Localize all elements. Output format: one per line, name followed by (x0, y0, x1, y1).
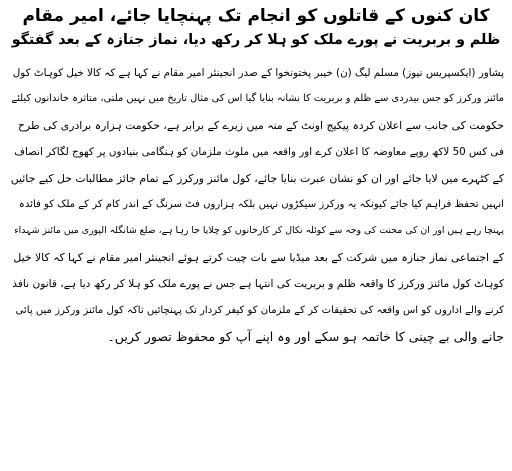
headline-spacer (0, 52, 512, 60)
body-line: کے کٹہرے میں لایا جائے اور ان کو نشان عبرت بنایا جائے، کول مائنز ورکرز کے تمام جائز مطالبات حل کیے جائیں (10, 171, 504, 185)
body-line: مائنز ورکرز کو جس بیدردی سے ظلم و بربریت کا نشانہ بنایا گیا اس کی مثال تاریخ میں نہیں ملتی، متاثرہ خاندانوں کیلئے (11, 93, 504, 105)
article-body (0, 60, 512, 350)
body-line: جانے والی بے چینی کا خاتمہ ہو سکے اور وہ اپنے آپ کو محفوظ تصور کریں۔ (107, 329, 504, 345)
body-line: پہنچا رہے ہیں اور ان کی محنت کی وجہ سے کوئلہ نکال کر کارخانوں کو چلایا جا رہا ہے، ضلع شانگلہ الپوری میں مائنز شہداء (14, 225, 504, 237)
body-line: پشاور (ایکسپریس نیوز) مسلم لیگ (ن) خیبر پختونخوا کے صدر انجینئر امیر مقام نے کہا ہے کہ کالا خیل کوہاٹ کول (12, 67, 504, 79)
headline (0, 0, 512, 52)
headline-line-1: کان کنوں کے قاتلوں کو انجام تک پہنچایا جائے، امیر مقام (22, 6, 490, 26)
headline-line-2: ظلم و بربریت نے پورے ملک کو ہلا کر رکھ دیا، نماز جنازہ کے بعد گفتگو (11, 32, 501, 48)
body-line: کرنے والے اداروں کو اس واقعہ کی تحقیقات کر کے ملزمان کو کیفر کردار تک پہنچائیں تاکہ کول مائنز ورکرز میں پائی (15, 304, 504, 316)
body-line: انہیں تحفظ فراہم کیا جائے کیونکہ یہ ورکرز سیکڑوں نہیں بلکہ ہزاروں فٹ سرنگ کے اندر کام کر کے ملک کو فائدہ (18, 199, 504, 211)
body-line: حکومت کی جانب سے اعلان کردہ پیکیج اونٹ کے منہ میں زیرے کے برابر ہے، حکومت ہزارہ برادری کی طرح (18, 118, 504, 132)
body-line: کوہاٹ کول مائنز ورکرز کا واقعہ ظلم و بربریت کی انتہا ہے جس نے پورے ملک کو ہلا کر رکھ دیا ہے، قانون نافذ (12, 278, 504, 291)
body-line: کے اجتماعی نماز جنازہ میں شرکت کے بعد میڈیا سے بات چیت کرتے ہوئے انجینئر امیر مقام نے کہا کہ کالا خیل (13, 250, 504, 264)
body-line: فی کس 50 لاکھ روپے معاوضہ کا اعلان کرے اور واقعہ میں ملوث ملزمان کو ہنگامی بنیادوں پر کھوج لگاکر انصاف (14, 146, 504, 159)
